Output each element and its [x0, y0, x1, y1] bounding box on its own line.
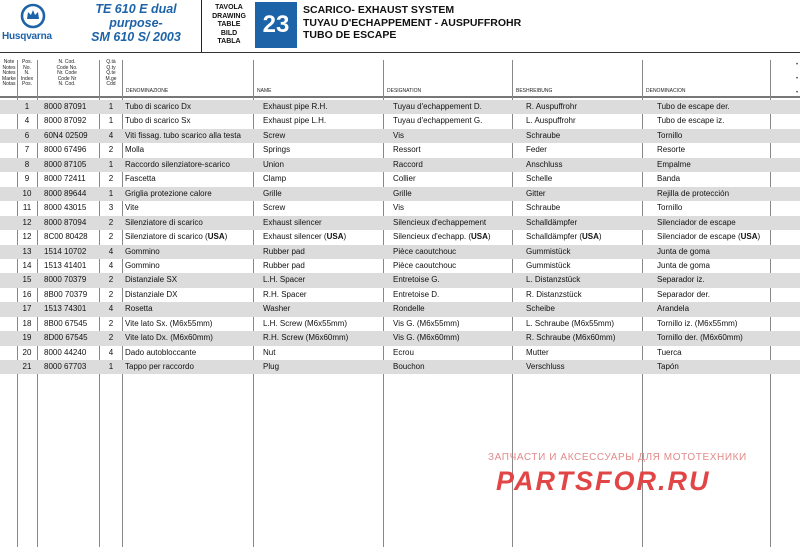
cell-de: Schelle [526, 174, 553, 184]
cell-de: L. Auspuffrohr [526, 116, 576, 126]
col-header-line: Q.ty [106, 64, 116, 71]
header-rule [0, 52, 800, 53]
cell-de: Mutter [526, 347, 549, 357]
cell-it: Fascetta [125, 174, 156, 184]
cell-it: Molla [125, 145, 145, 155]
cell-code: 8B00 70379 [44, 289, 88, 299]
cell-qty: 2 [108, 289, 114, 299]
cell-it: Silenziatore di scarico [125, 217, 203, 227]
col-header-pos [18, 60, 36, 88]
cell-it: Distanziale DX [125, 289, 178, 299]
cell-pos: 8 [24, 159, 30, 169]
col-header-line: Pos. [21, 81, 32, 88]
col-header-line: Note [3, 59, 15, 65]
table-row [0, 317, 800, 331]
cell-es: Empalme [657, 159, 691, 169]
cell-code: 8000 87105 [44, 159, 87, 169]
cell-code: 1514 10702 [44, 246, 87, 256]
cell-en: Clamp [263, 174, 287, 184]
cell-en: Rubber pad [263, 246, 305, 256]
cell-code: 8000 70379 [44, 275, 87, 285]
cell-es: Banda [657, 174, 681, 184]
cell-code: 8000 67703 [44, 362, 87, 372]
table-row [0, 346, 800, 360]
section-titles [303, 4, 521, 42]
col-header-line: No. [23, 64, 31, 71]
cell-qty: 2 [108, 174, 114, 184]
cell-fr: Vis [393, 130, 404, 140]
table-row [0, 230, 800, 244]
cell-pos: 1 [24, 102, 30, 111]
cell-en: Grille [263, 188, 282, 198]
edge-mark: • [796, 76, 799, 82]
header-divider [201, 0, 202, 52]
cell-code: 8D00 67545 [44, 333, 88, 343]
cell-de: R. Schraube (M6x60mm) [526, 333, 616, 343]
cell-qty: 1 [108, 159, 114, 169]
cell-code: 1513 74301 [44, 304, 87, 314]
col-header-line: M.ge [105, 75, 117, 82]
cell-es: Arandela [657, 304, 690, 314]
cell-en: Union [263, 159, 284, 169]
cell-de: Schalldämpfer (USA) [526, 232, 602, 242]
cell-de: Schraube [526, 203, 561, 213]
table-row [0, 187, 800, 201]
cell-en: Exhaust pipe L.H. [263, 116, 327, 126]
column-header-rule [0, 96, 800, 98]
col-header-qty [101, 60, 121, 88]
cell-qty: 2 [108, 217, 114, 227]
cell-fr: Silencieux d'echapp. (USA) [393, 232, 491, 242]
cell-pos: 12 [22, 217, 32, 227]
cell-es: Rejilla de protección [657, 188, 730, 198]
cell-pos: 9 [24, 174, 30, 184]
table-row [0, 143, 800, 157]
cell-it: Gommino [125, 246, 160, 256]
col-header-line: Nr. Code [57, 70, 77, 77]
cell-code: 8000 89644 [44, 188, 87, 198]
cell-it: Vite lato Dx. (M6x60mm) [125, 333, 213, 343]
cell-de: Verschluss [526, 362, 565, 372]
cell-de: Scheibe [526, 304, 555, 314]
cell-code: 8000 43015 [44, 203, 87, 213]
table-row [0, 259, 800, 273]
cell-pos: 6 [24, 130, 30, 140]
cell-de: Anschluss [526, 159, 563, 169]
cell-qty: 2 [108, 318, 114, 328]
cell-es: Tubo de escape der. [657, 102, 730, 111]
cell-pos: 18 [22, 318, 32, 328]
cell-qty: 1 [108, 362, 114, 372]
cell-it: Rosetta [125, 304, 153, 314]
col-header-line: N. Cod. [58, 59, 76, 65]
section-title: TUYAU D'ECHAPPEMENT - AUSPUFFROHR [303, 16, 522, 29]
col-header-es: DENOMINACION [646, 88, 686, 94]
cell-code: 1513 41401 [44, 260, 87, 270]
cell-pos: 16 [22, 289, 32, 299]
cell-es: Tornillo [657, 130, 683, 140]
table-row [0, 158, 800, 172]
col-header-line: Q.tà [106, 59, 116, 65]
page-header [0, 0, 800, 52]
col-header-line: Q.te [106, 70, 116, 77]
cell-es: Tubo de escape iz. [657, 116, 725, 126]
table-row [0, 273, 800, 287]
edge-mark: • [796, 90, 799, 96]
cell-fr: Pièce caoutchouc [393, 260, 457, 270]
cell-pos: 20 [22, 347, 32, 357]
cell-it: Viti fissag. tubo scarico alla testa [125, 130, 241, 140]
col-header-line: N. Cod. [58, 81, 76, 88]
cell-es: Tapón [657, 362, 679, 372]
col-header-fr: DESIGNATION [387, 88, 422, 94]
table-row [0, 331, 800, 345]
cell-qty: 1 [108, 188, 114, 198]
col-header-code [38, 60, 96, 88]
cell-pos: 13 [22, 246, 32, 256]
cell-code: 8000 87091 [44, 102, 87, 111]
husqvarna-logo [2, 3, 68, 47]
cell-qty: 2 [108, 232, 114, 242]
section-title: TUBO DE ESCAPE [303, 29, 397, 41]
cell-it: Raccordo silenziatore-scarico [125, 159, 230, 169]
col-header-de: BESHREIBUNG [516, 88, 553, 94]
cell-it: Distanziale SX [125, 275, 178, 285]
table-label-line: DRAWING [212, 12, 246, 20]
cell-en: Springs [263, 145, 291, 155]
col-header-line: Marke [2, 75, 16, 82]
table-row [0, 288, 800, 302]
cell-code: 8B00 67545 [44, 318, 88, 328]
col-header-line: Cdd [106, 81, 116, 88]
cell-it: Griglia protezione calore [125, 188, 212, 198]
table-row [0, 360, 800, 374]
cell-en: Exhaust silencer [263, 217, 322, 227]
cell-fr: Entretoise D. [393, 289, 440, 299]
col-header-line: Pos. [21, 59, 32, 65]
watermark-subtitle: ЗАПЧАСТИ И АКСЕССУАРЫ ДЛЯ МОТОТЕХНИКИ [488, 452, 747, 463]
cell-en: Nut [263, 347, 276, 357]
col-header-en: NAME [257, 88, 272, 94]
crown-emblem-icon [20, 3, 46, 29]
col-header-line: Notas [2, 81, 16, 88]
cell-qty: 3 [108, 203, 114, 213]
table-label-line: BILD [220, 29, 238, 37]
cell-fr: Ecrou [393, 347, 414, 357]
cell-fr: Raccord [393, 159, 423, 169]
cell-fr: Rondelle [393, 304, 425, 314]
cell-es: Silenciador de escape [657, 217, 736, 227]
table-row [0, 114, 800, 128]
cell-en: L.H. Screw (M6x55mm) [263, 318, 348, 328]
cell-qty: 1 [108, 102, 114, 111]
table-row [0, 129, 800, 143]
table-row [0, 172, 800, 186]
cell-pos: 15 [22, 275, 32, 285]
table-row [0, 201, 800, 215]
cell-es: Tornillo [657, 203, 683, 213]
table-row [0, 302, 800, 316]
cell-qty: 4 [108, 246, 114, 256]
cell-qty: 4 [108, 260, 114, 270]
cell-code: 8000 87094 [44, 217, 87, 227]
cell-en: Screw [263, 203, 286, 213]
col-header-line: Code Nr [57, 75, 77, 82]
table-row [0, 100, 800, 114]
table-label [203, 4, 255, 47]
table-row [0, 216, 800, 230]
col-header-line: Code No. [56, 64, 78, 71]
cell-pos: 21 [22, 362, 32, 372]
cell-de: Gummistück [526, 246, 571, 256]
cell-es: Separador iz. [657, 275, 705, 285]
cell-code: 8C00 80428 [44, 232, 88, 242]
cell-fr: Entretoise G. [393, 275, 440, 285]
cell-es: Silenciador de escape (USA) [657, 232, 761, 242]
cell-qty: 4 [108, 304, 114, 314]
cell-de: Feder [526, 145, 547, 155]
cell-qty: 4 [108, 347, 114, 357]
cell-de: R. Distanzstück [526, 289, 582, 299]
edge-mark: • [796, 62, 799, 68]
cell-qty: 2 [108, 333, 114, 343]
cell-fr: Vis G. (M6x60mm) [393, 333, 460, 343]
cell-qty: 4 [108, 130, 114, 140]
cell-pos: 14 [22, 260, 32, 270]
cell-fr: Bouchon [393, 362, 425, 372]
model-line: purpose- [109, 16, 163, 30]
col-header-it: DENOMINAZIONE [126, 88, 169, 94]
cell-de: Gummistück [526, 260, 571, 270]
cell-pos: 17 [22, 304, 32, 314]
cell-it: Vite lato Sx. (M6x55mm) [125, 318, 213, 328]
cell-de: L. Schraube (M6x55mm) [526, 318, 615, 328]
cell-de: Schraube [526, 130, 561, 140]
cell-qty: 2 [108, 145, 114, 155]
watermark [488, 452, 788, 497]
cell-fr: Vis [393, 203, 404, 213]
col-header-line: Notes [2, 70, 16, 77]
col-header-line: Notes [2, 64, 16, 71]
cell-it: Tappo per raccordo [125, 362, 194, 372]
cell-code: 60N4 02509 [44, 130, 88, 140]
model-line: TE 610 E dual [95, 2, 177, 16]
cell-de: L. Distanzstück [526, 275, 581, 285]
cell-fr: Grille [393, 188, 412, 198]
cell-fr: Tuyau d'echappement G. [393, 116, 483, 126]
cell-code: 8000 67496 [44, 145, 87, 155]
model-line: SM 610 S/ 2003 [91, 30, 181, 44]
cell-es: Separador der. [657, 289, 710, 299]
cell-fr: Silencieux d'echappement [393, 217, 487, 227]
cell-es: Junta de goma [657, 246, 710, 256]
cell-it: Vite [125, 203, 139, 213]
watermark-logo: PARTSFOR.RU [496, 466, 711, 496]
cell-es: Tuerca [657, 347, 682, 357]
cell-es: Resorte [657, 145, 686, 155]
cell-pos: 19 [22, 333, 32, 343]
col-header-line: Index [20, 75, 34, 82]
cell-fr: Tuyau d'echappement D. [393, 102, 482, 111]
section-title: SCARICO- EXHAUST SYSTEM [303, 4, 455, 16]
cell-es: Tornillo der. (M6x60mm) [657, 333, 743, 343]
cell-qty: 1 [108, 116, 114, 126]
col-header-line: N. [24, 70, 30, 77]
model-title [76, 2, 196, 44]
table-number: 23 [255, 2, 297, 48]
cell-pos: 4 [24, 116, 30, 126]
cell-it: Tubo di scarico Dx [125, 102, 191, 111]
cell-code: 8000 72411 [44, 174, 86, 184]
cell-en: Exhaust silencer (USA) [263, 232, 347, 242]
cell-en: R.H. Spacer [263, 289, 307, 299]
cell-fr: Ressort [393, 145, 421, 155]
cell-it: Dado autobloccante [125, 347, 197, 357]
brand-name: Husqvarna [2, 31, 52, 42]
cell-fr: Collier [393, 174, 416, 184]
cell-pos: 10 [22, 188, 32, 198]
cell-it: Gommino [125, 260, 160, 270]
cell-en: L.H. Spacer [263, 275, 306, 285]
cell-en: R.H. Screw (M6x60mm) [263, 333, 349, 343]
cell-es: Tornillo iz. (M6x55mm) [657, 318, 738, 328]
cell-en: Rubber pad [263, 260, 305, 270]
cell-es: Junta de goma [657, 260, 710, 270]
table-label-line: TAVOLA [215, 4, 243, 11]
cell-it: Tubo di scarico Sx [125, 116, 191, 126]
cell-en: Washer [263, 304, 291, 314]
cell-pos: 11 [22, 203, 32, 213]
cell-en: Plug [263, 362, 280, 372]
cell-it: Silenziatore di scarico (USA) [125, 232, 228, 242]
cell-fr: Vis G. (M6x55mm) [393, 318, 460, 328]
cell-pos: 12 [22, 232, 32, 242]
cell-en: Exhaust pipe R.H. [263, 102, 328, 111]
table-label-line: TABLA [217, 38, 241, 45]
cell-fr: Pièce caoutchouc [393, 246, 457, 256]
cell-de: Schalldämpfer [526, 217, 578, 227]
cell-qty: 2 [108, 275, 114, 285]
table-row [0, 245, 800, 259]
col-header-note [1, 60, 17, 88]
cell-de: Gitter [526, 188, 546, 198]
cell-en: Screw [263, 130, 286, 140]
cell-de: R. Auspuffrohr [526, 102, 577, 111]
cell-code: 8000 87092 [44, 116, 87, 126]
cell-code: 8000 44240 [44, 347, 87, 357]
table-label-line: TABLE [217, 21, 241, 28]
cell-pos: 7 [24, 145, 30, 155]
